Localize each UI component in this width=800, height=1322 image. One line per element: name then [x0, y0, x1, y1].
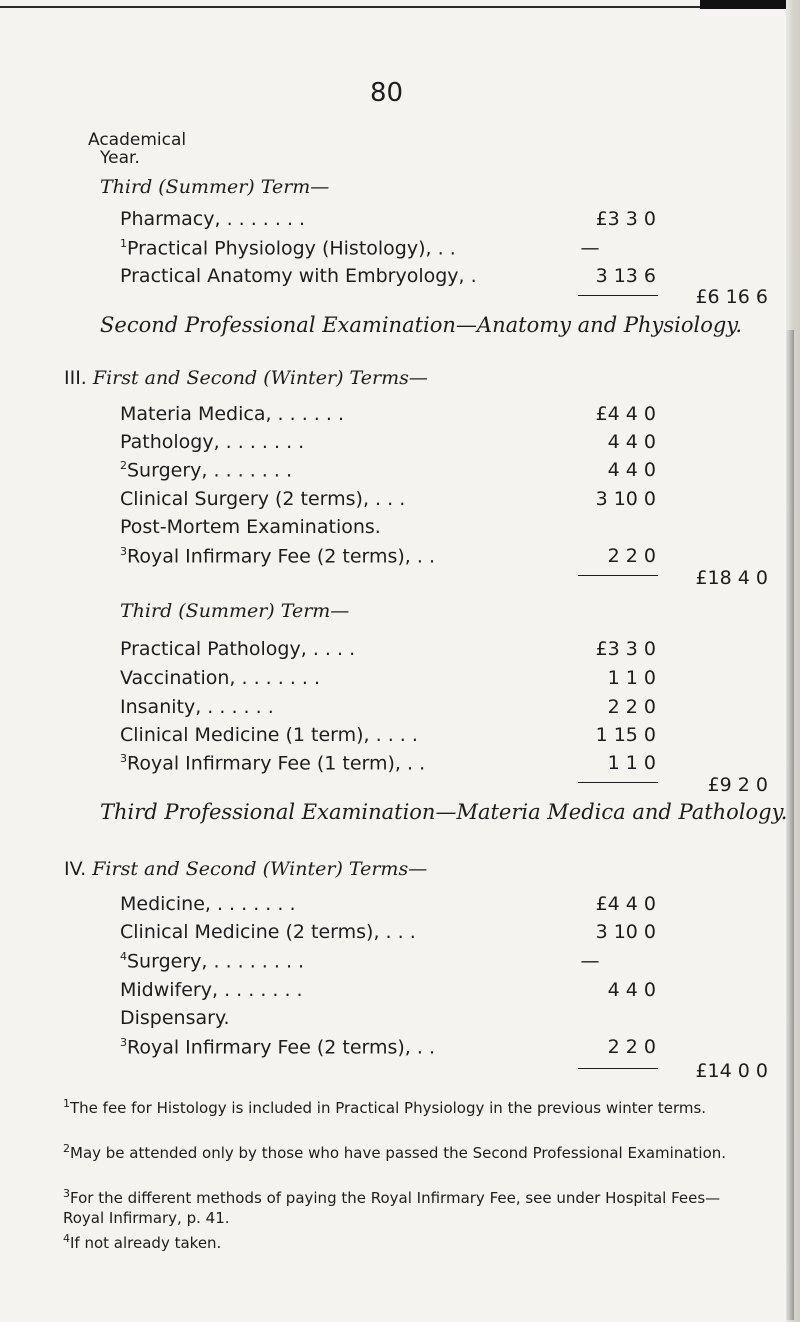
list-item: [120, 403, 344, 425]
academical-year-label-2: Year.: [100, 148, 140, 168]
item-dots: . . . . . . .: [216, 893, 296, 915]
item-amount: 3 10 0: [595, 488, 656, 510]
page-number: 80: [370, 78, 404, 108]
item-amount: 1 15 0: [595, 724, 656, 746]
item-dots: . . . . . . .: [213, 459, 292, 482]
section-total: £14 0 0: [695, 1060, 768, 1082]
item-dots: . .: [397, 921, 416, 943]
item-dots: . .: [407, 752, 426, 775]
item-label: Clinical Surgery (2 terms),: [120, 488, 369, 510]
item-label: Practical Pathology,: [120, 638, 307, 660]
footnote-mark: 1: [63, 1097, 70, 1110]
footnote: [63, 1094, 753, 1118]
section-heading: First and Second (Winter) Terms—: [92, 367, 428, 389]
list-item: [120, 696, 274, 718]
footnote-mark: 4: [63, 1232, 70, 1245]
list-item: [120, 921, 416, 943]
item-dots: .: [449, 237, 456, 260]
item-amount: £3 3 0: [595, 638, 656, 660]
item-amount: £3 3 0: [595, 208, 656, 230]
list-item: [120, 950, 304, 972]
item-label: Insanity,: [120, 696, 202, 718]
item-dots: . . . . . .: [277, 403, 344, 425]
footnote-mark: 3: [120, 545, 127, 558]
section-iii-summer-heading: Third (Summer) Term—: [120, 600, 350, 622]
list-item: [120, 638, 355, 660]
item-amount: 2 2 0: [607, 696, 656, 718]
list-item: [120, 459, 292, 481]
item-amount: 1 1 0: [607, 667, 656, 689]
list-item: [120, 265, 477, 287]
list-item: [120, 893, 295, 915]
item-dots: . . . . . .: [207, 696, 274, 718]
item-label: Post-Mortem Examinations.: [120, 516, 381, 538]
item-label: Dispensary.: [120, 1007, 230, 1029]
subtotal-rule: [578, 782, 658, 783]
item-dots: . . . . . . .: [224, 979, 303, 1001]
academical-year-label: Academical: [88, 130, 187, 150]
item-amount: 4 4 0: [607, 431, 656, 453]
item-dots: . . . . . .: [253, 667, 321, 689]
subtotal-rule: [578, 295, 658, 296]
top-rule-mark: [700, 0, 795, 9]
footnote-mark: 2: [120, 459, 127, 472]
list-item: [120, 1036, 435, 1058]
footnote-text: If not already taken.: [70, 1234, 222, 1252]
footnote-text: For the different methods of paying the Royal Infirmary Fee, see under Hospital Fees—Royal Infirmary, p. 41.: [63, 1189, 721, 1227]
footnote-text: May be attended only by those who have passed the Second Professional Examination.: [70, 1144, 727, 1162]
list-item: [120, 1007, 230, 1029]
item-amount: 1 1 0: [607, 752, 656, 774]
item-label: Royal Infirmary Fee (2 terms),: [127, 545, 411, 568]
item-dots: .: [470, 265, 477, 287]
item-label: Pharmacy,: [120, 208, 221, 230]
section-numeral: IV.: [64, 858, 87, 880]
item-amount: —: [580, 237, 600, 259]
item-amount: 2 2 0: [607, 545, 656, 567]
list-item: [120, 545, 435, 567]
item-label: Vaccination, .: [120, 667, 248, 689]
footnote-text: The fee for Histology is included in Practical Physiology in the previous winter terms.: [70, 1099, 707, 1117]
list-item: [120, 979, 303, 1001]
list-item: [120, 667, 320, 689]
item-dots: . . . . . . .: [226, 208, 306, 230]
item-dots: . .: [416, 1036, 436, 1059]
item-amount: 4 4 0: [607, 459, 656, 481]
footnote-mark: 3: [120, 752, 127, 765]
list-item: [120, 724, 418, 746]
exam-heading-third: Third Professional Examination—Materia Medica and Pathology.: [100, 800, 788, 824]
item-amount: —: [580, 950, 600, 972]
item-amount: 4 4 0: [607, 979, 656, 1001]
item-label: Practical Anatomy with Embryology,: [120, 265, 465, 287]
item-label: Materia Medica,: [120, 403, 272, 425]
list-item: [120, 431, 304, 453]
list-item: [120, 516, 381, 538]
top-rule: [0, 6, 790, 8]
list-item: [120, 208, 305, 230]
item-label: Royal Infirmary Fee (1 term),: [127, 752, 401, 775]
subtotal-rule: [578, 1068, 658, 1069]
item-amount: 2 2 0: [607, 1036, 656, 1058]
item-dots: . . . . . . .: [225, 431, 305, 453]
item-dots: . . .: [375, 488, 406, 510]
item-label: Surgery, .: [127, 950, 220, 973]
footnote-mark: 4: [120, 950, 127, 963]
item-label: Pathology,: [120, 431, 220, 453]
list-item: [120, 488, 405, 510]
subtotal-rule: [578, 575, 658, 576]
footnote: [63, 1229, 753, 1253]
footnote: [63, 1139, 753, 1163]
item-label: Midwifery,: [120, 979, 219, 1001]
footnote-mark: 1: [120, 237, 127, 250]
item-dots: . . . .: [375, 724, 418, 746]
item-label: Medicine,: [120, 893, 211, 915]
list-item: [120, 752, 425, 774]
footnote-mark: 3: [120, 1036, 127, 1049]
section-numeral: III.: [64, 367, 87, 389]
footnote-mark: 2: [63, 1142, 70, 1155]
third-summer-heading: Third (Summer) Term—: [100, 176, 330, 198]
item-label: Clinical Medicine (1 term),: [120, 724, 370, 746]
footnote-mark: 3: [63, 1187, 70, 1200]
item-label: Royal Infirmary Fee (2 terms),: [127, 1036, 411, 1059]
item-amount: 3 10 0: [595, 921, 656, 943]
section-total: £9 2 0: [707, 774, 768, 796]
item-label: Clinical Medicine (2 terms), .: [120, 921, 392, 943]
item-dots: . . . . . . .: [225, 950, 305, 973]
item-label: Practical Physiology (Histology), .: [127, 237, 444, 260]
item-dots: . .: [416, 545, 436, 568]
section-total: £18 4 0: [695, 567, 768, 589]
section-total: £6 16 6: [695, 286, 768, 308]
page-edge-shadow: [786, 330, 794, 1320]
item-dots: . . . .: [312, 638, 356, 660]
item-label: Surgery,: [127, 459, 208, 482]
footnote: [63, 1184, 753, 1228]
item-amount: 3 13 6: [595, 265, 656, 287]
item-amount: £4 4 0: [595, 893, 656, 915]
section-iv-heading: [64, 858, 427, 880]
section-iii-heading: [64, 367, 428, 389]
item-amount: £4 4 0: [595, 403, 656, 425]
exam-heading-second: Second Professional Examination—Anatomy and Physiology.: [100, 313, 743, 337]
list-item: [120, 237, 456, 259]
section-heading: First and Second (Winter) Terms—: [92, 858, 428, 880]
